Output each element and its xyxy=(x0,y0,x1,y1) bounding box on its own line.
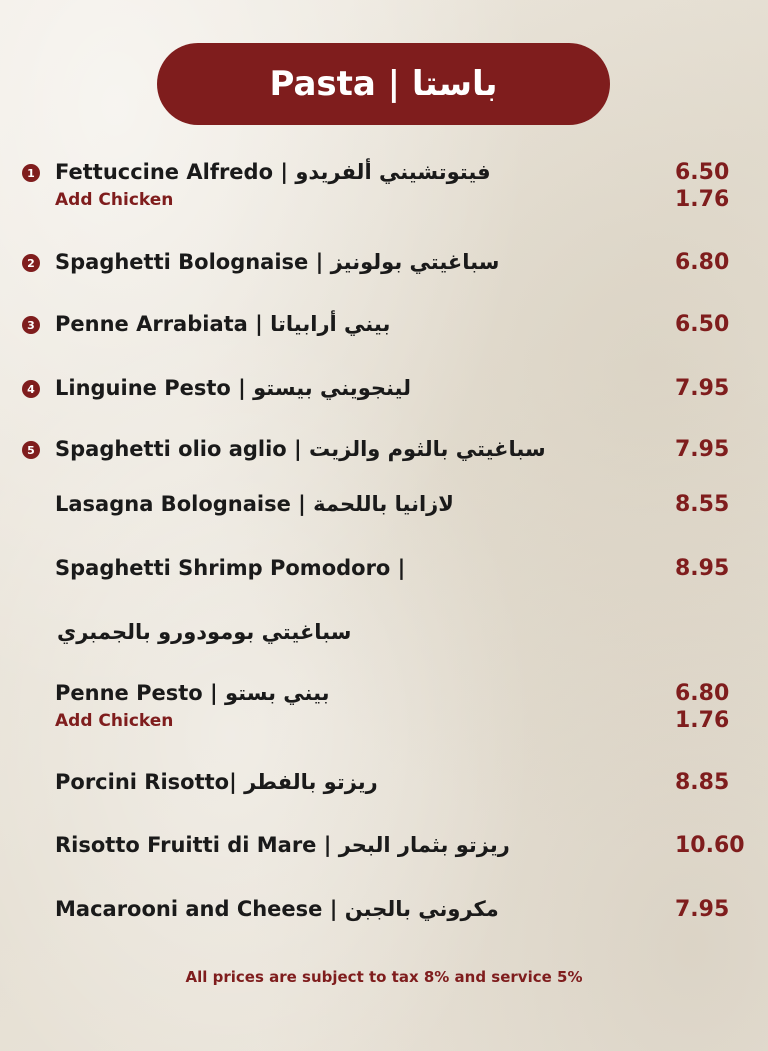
item-price: 6.50 xyxy=(675,160,730,185)
item-price: 7.95 xyxy=(675,376,730,401)
item-name: Macarooni and Cheese | مكروني بالجبن xyxy=(55,897,499,921)
item-name: Porcini Risotto| ريزتو بالفطر xyxy=(55,770,378,794)
item-price: 6.50 xyxy=(675,312,730,337)
item-price: 7.95 xyxy=(675,437,730,462)
item-addon-price: 1.76 xyxy=(675,187,730,212)
tax-note: All prices are subject to tax 8% and service 5% xyxy=(185,968,583,986)
item-name: Lasagna Bolognaise | لازانيا باللحمة xyxy=(55,492,454,516)
item-addon-price: 1.76 xyxy=(675,708,730,733)
item-name: Spaghetti Shrimp Pomodoro | xyxy=(55,556,406,580)
item-number-badge: 1 xyxy=(22,164,40,182)
item-name: Spaghetti olio aglio | سباغيتي بالثوم والزيت xyxy=(55,437,546,461)
item-name: Risotto Fruitti di Mare | ريزتو بثمار البحر xyxy=(55,833,510,857)
item-price: 6.80 xyxy=(675,250,730,275)
section-title-banner xyxy=(157,43,610,125)
item-number-badge: 4 xyxy=(22,380,40,398)
item-name: Penne Arrabiata | بيني أرابياتا xyxy=(55,312,391,336)
item-price: 6.80 xyxy=(675,681,730,706)
item-price: 8.95 xyxy=(675,556,730,581)
item-name: Linguine Pesto | لينجويني بيستو xyxy=(55,376,412,400)
item-name: Spaghetti Bolognaise | سباغيتي بولونيز xyxy=(55,250,500,274)
item-name: Penne Pesto | بيني بستو xyxy=(55,681,330,705)
item-number-badge: 3 xyxy=(22,316,40,334)
item-number-badge: 5 xyxy=(22,441,40,459)
item-price: 10.60 xyxy=(675,833,745,858)
item-price: 8.55 xyxy=(675,492,730,517)
section-title: Pasta | باستا xyxy=(269,64,498,104)
item-addon: Add Chicken xyxy=(55,711,174,731)
item-price: 7.95 xyxy=(675,897,730,922)
item-number-badge: 2 xyxy=(22,254,40,272)
item-addon: Add Chicken xyxy=(55,190,174,210)
item-price: 8.85 xyxy=(675,770,730,795)
item-name: Fettuccine Alfredo | فيتوتشيني ألفريدو xyxy=(55,160,491,184)
item-name-line2: سباغيتي بومودورو بالجمبري xyxy=(57,620,352,644)
